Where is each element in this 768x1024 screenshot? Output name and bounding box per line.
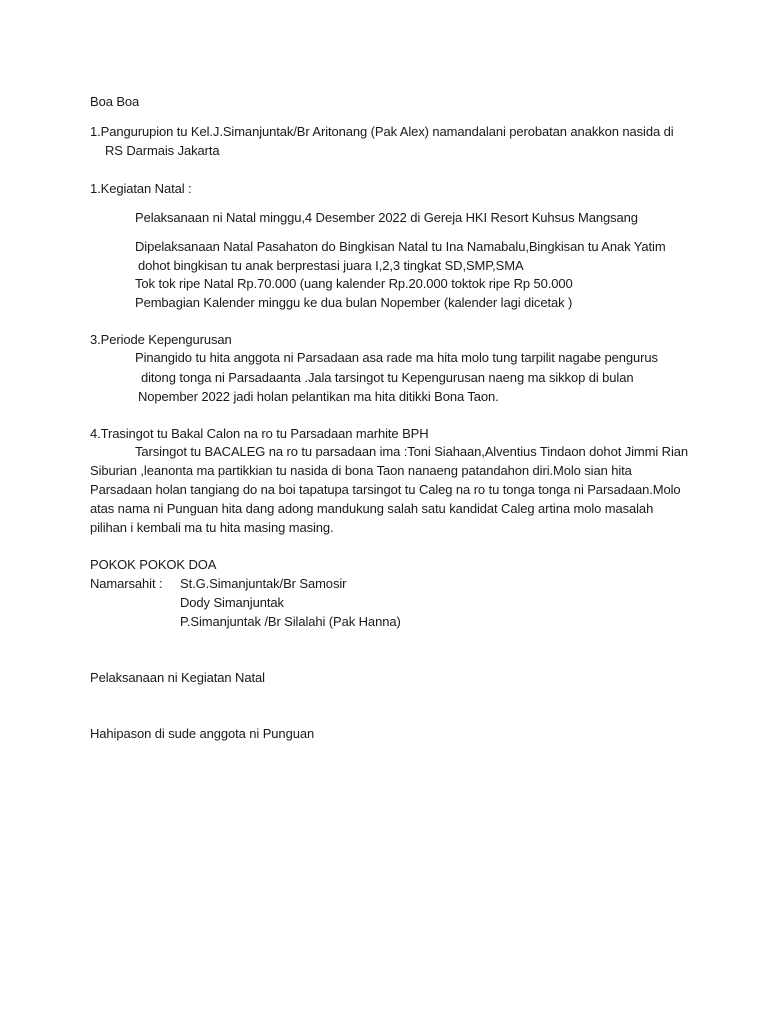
pokok-name: P.Simanjuntak /Br Silalahi (Pak Hanna) <box>180 614 401 629</box>
item1-line1: 1.Pangurupion tu Kel.J.Simanjuntak/Br Aritonang (Pak Alex) namandalani perobatan anakkon nasida di <box>90 124 674 139</box>
greeting-line: Boa Boa <box>90 94 140 109</box>
pokok-name: St.G.Simanjuntak/Br Samosir <box>180 576 347 591</box>
natal-heading: 1.Kegiatan Natal : <box>90 181 192 196</box>
natal-line4: Pembagian Kalender minggu ke dua bulan Nopember (kalender lagi dicetak ) <box>135 295 573 310</box>
pokok-label: Namarsahit : <box>90 576 163 591</box>
closing-line2: Hahipason di sude anggota ni Punguan <box>90 726 315 741</box>
caleg-line3: Parsadaan holan tangiang do na boi tapatupa tarsingot tu Caleg na ro tu tonga tonga ni Parsadaan.Molo <box>90 482 681 497</box>
closing-line1: Pelaksanaan ni Kegiatan Natal <box>90 670 265 685</box>
periode-heading: 3.Periode Kepengurusan <box>90 332 232 347</box>
periode-line1: Pinangido tu hita anggota ni Parsadaan asa rade ma hita molo tung tarpilit nagabe pengurus <box>135 350 658 365</box>
caleg-line5: pilihan i kembali ma tu hita masing masing. <box>90 520 334 535</box>
pokok-heading: POKOK POKOK DOA <box>90 557 217 572</box>
natal-schedule: Pelaksanaan ni Natal minggu,4 Desember 2022 di Gereja HKI Resort Kuhsus Mangsang <box>135 210 638 225</box>
natal-line1: Dipelaksanaan Natal Pasahaton do Bingkisan Natal tu Ina Namabalu,Bingkisan tu Anak Yatim <box>135 239 666 254</box>
natal-line3: Tok tok ripe Natal Rp.70.000 (uang kalender Rp.20.000 toktok ripe Rp 50.000 <box>135 276 573 291</box>
caleg-line4: atas nama ni Punguan hita dang adong mandukung salah satu kandidat Caleg artina molo masalah <box>90 501 654 516</box>
periode-line2: ditong tonga ni Parsadaanta .Jala tarsingot tu Kepengurusan naeng ma sikkop di bulan <box>141 370 634 385</box>
natal-line2: dohot bingkisan tu anak berprestasi juara I,2,3 tingkat SD,SMP,SMA <box>138 258 524 273</box>
caleg-heading: 4.Trasingot tu Bakal Calon na ro tu Parsadaan marhite BPH <box>90 426 429 441</box>
caleg-line2: Siburian ,leanonta ma partikkian tu nasida di bona Taon nanaeng patandahon diri.Molo sian hita <box>90 463 632 478</box>
item1-line2: RS Darmais Jakarta <box>105 143 220 158</box>
periode-line3: Nopember 2022 jadi holan pelantikan ma hita ditikki Bona Taon. <box>138 389 499 404</box>
pokok-name: Dody Simanjuntak <box>180 595 284 610</box>
caleg-line1: Tarsingot tu BACALEG na ro tu parsadaan ima :Toni Siahaan,Alventius Tindaon dohot Jimmi Rian <box>135 444 689 459</box>
